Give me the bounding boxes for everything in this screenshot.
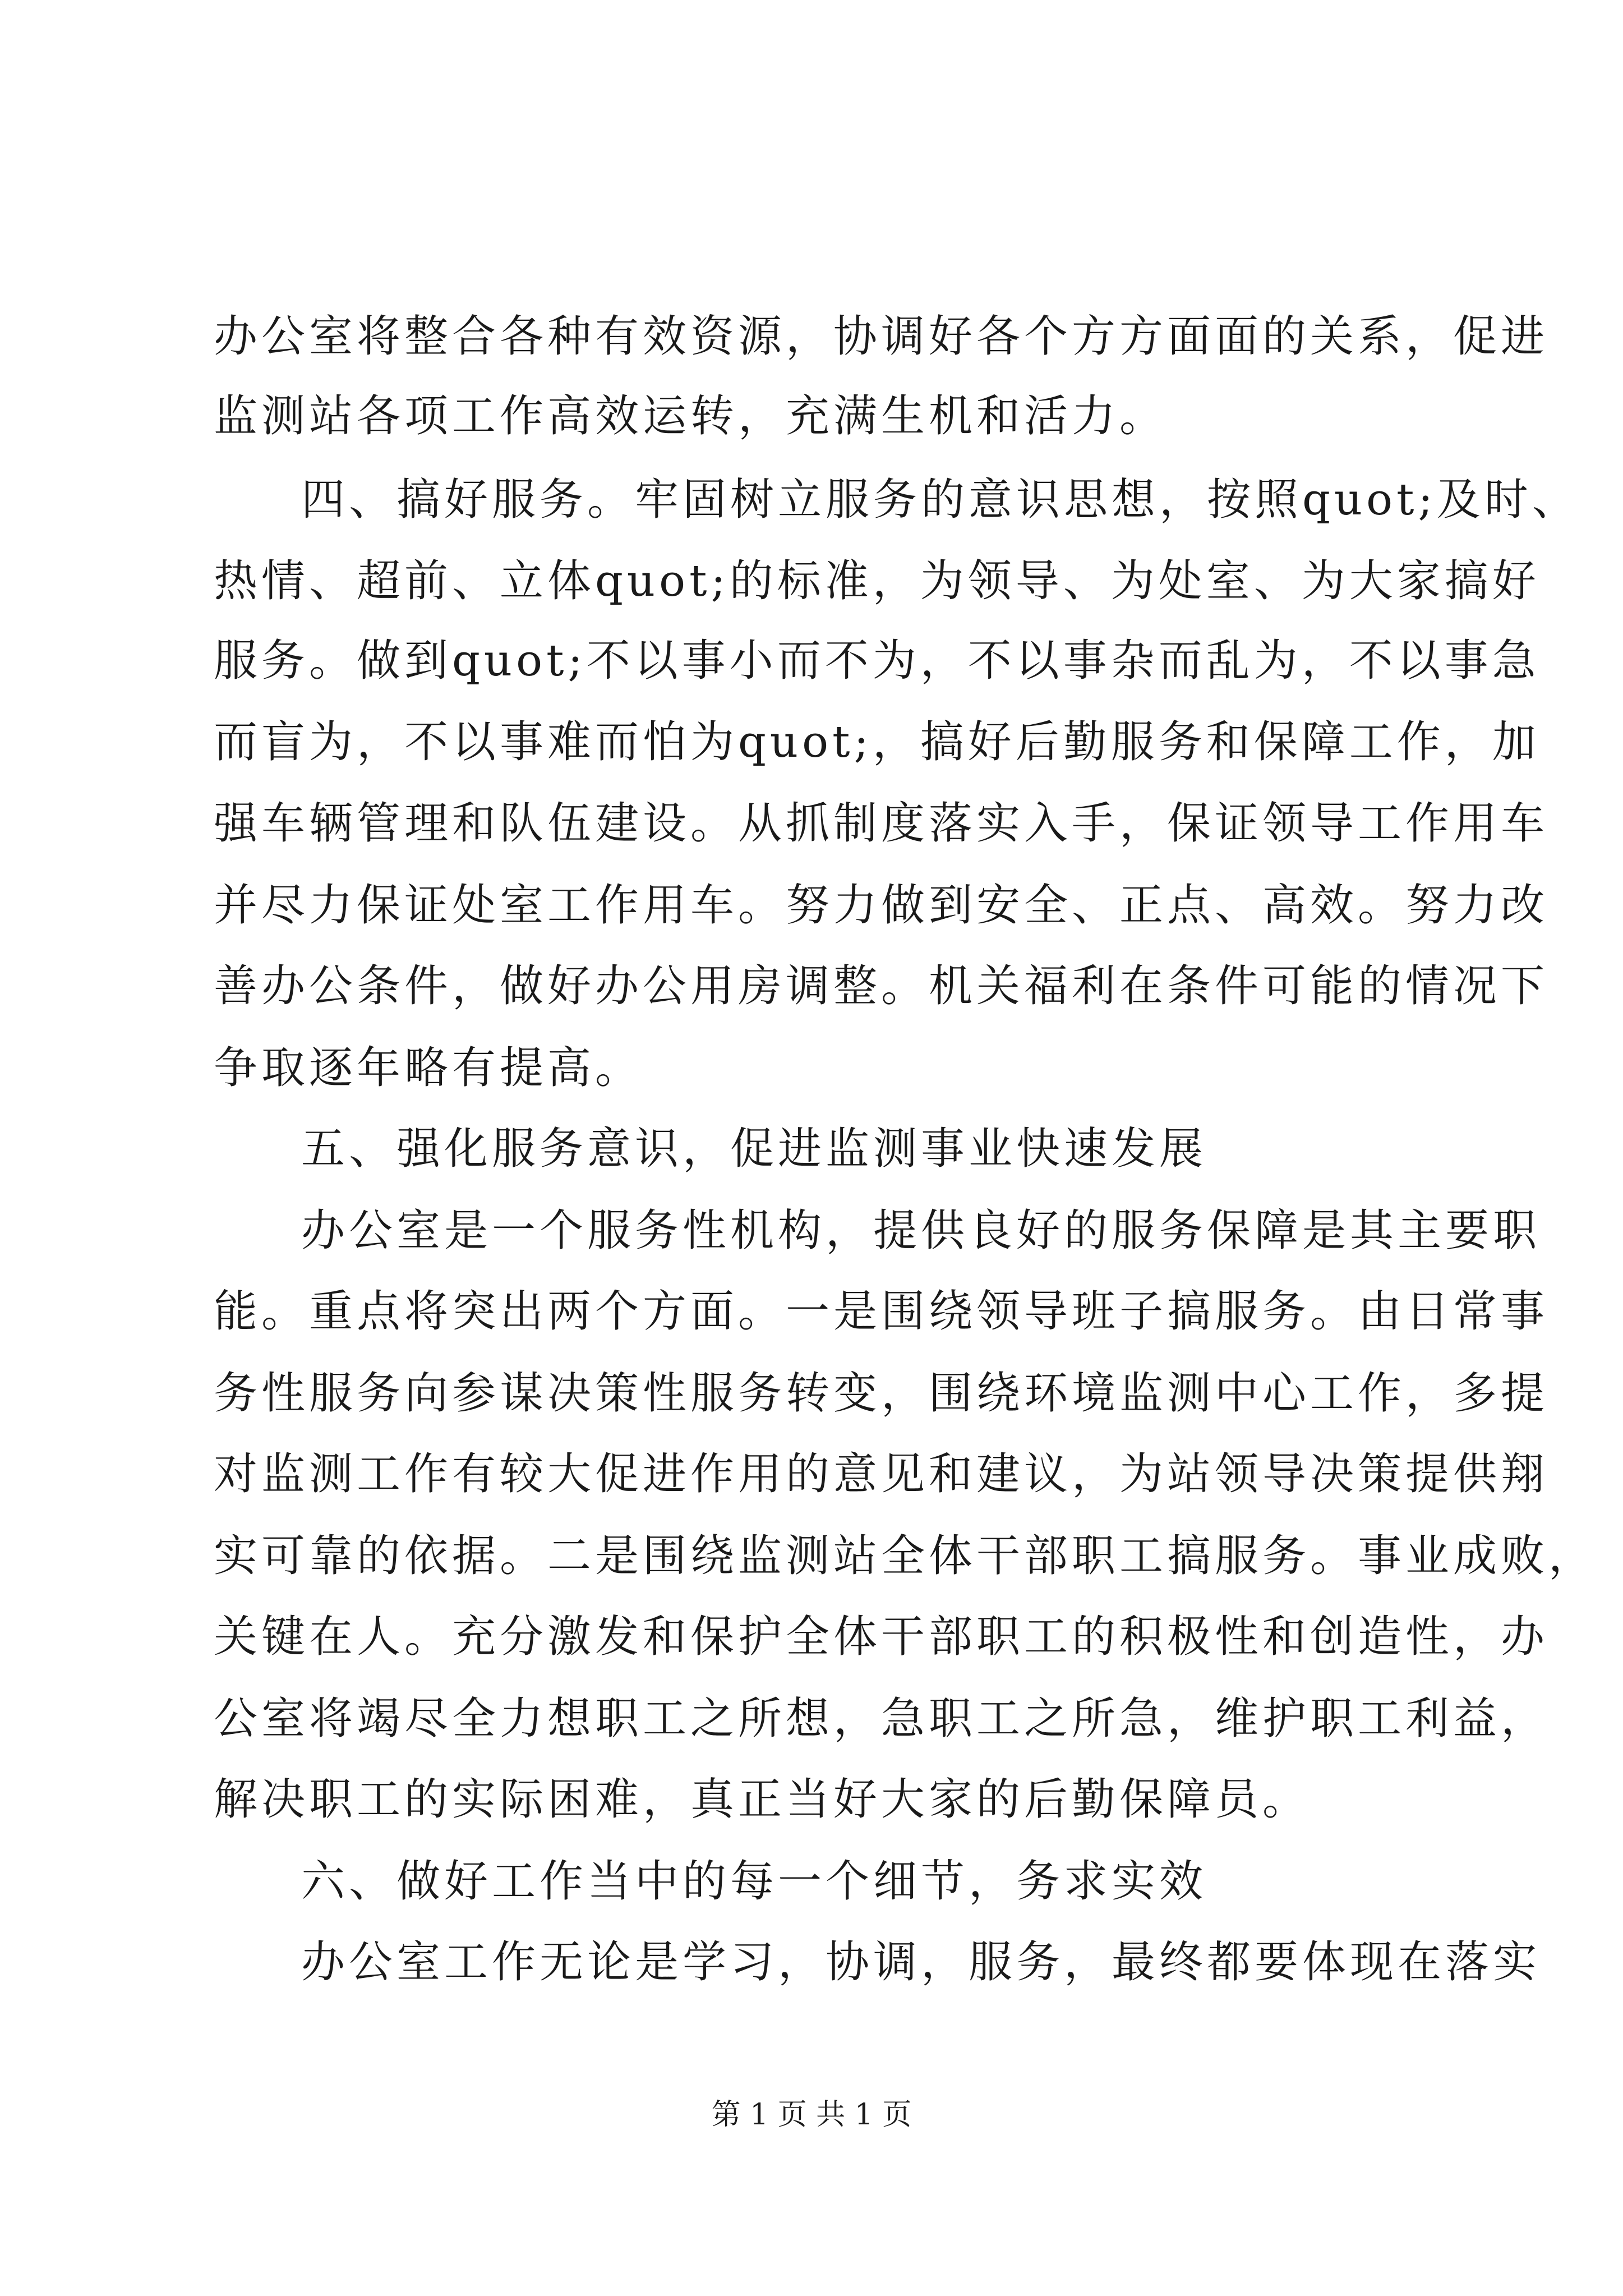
body-line: 强车辆管理和队伍建设。从抓制度落实入手，保证领导工作用车	[214, 798, 1549, 849]
body-line: 能。重点将突出两个方面。一是围绕领导班子搞服务。由日常事	[214, 1286, 1549, 1337]
section-heading-five: 五、强化服务意识，促进监测事业快速发展	[301, 1124, 1207, 1174]
body-line: 公室将竭尽全力想职工之所想，急职工之所急，维护职工利益，	[214, 1694, 1549, 1744]
paragraph-start: 办公室是一个服务性机构，提供良好的服务保障是其主要职	[301, 1205, 1541, 1256]
body-line: 解决职工的实际困难，真正当好大家的后勤保障员。	[214, 1774, 1311, 1825]
page-footer: 第 1 页 共 1 页	[711, 2098, 912, 2132]
section-heading-six: 六、做好工作当中的每一个细节，务求实效	[301, 1856, 1207, 1907]
section-heading-four: 四、搞好服务。牢固树立服务的意识思想，按照quot;及时、	[301, 475, 1580, 525]
body-line: 监测站各项工作高效运转，充满生机和活力。	[214, 391, 1168, 441]
body-line: 争取逐年略有提高。	[214, 1043, 643, 1093]
body-line: 善办公条件，做好办公用房调整。机关福利在条件可能的情况下	[214, 961, 1549, 1011]
paragraph-start: 办公室工作无论是学习，协调，服务，最终都要体现在落实	[301, 1937, 1541, 1987]
body-line: 服务。做到quot;不以事小而不为，不以事杂而乱为，不以事急	[214, 636, 1540, 686]
body-line: 热情、超前、立体quot;的标准，为领导、为处室、为大家搞好	[214, 556, 1540, 606]
body-line: 而盲为，不以事难而怕为quot;，搞好后勤服务和保障工作，加	[214, 717, 1540, 767]
body-line: 并尽力保证处室工作用车。努力做到安全、正点、高效。努力改	[214, 880, 1549, 931]
body-line: 关键在人。充分激发和保护全体干部职工的积极性和创造性，办	[214, 1612, 1549, 1662]
body-line: 办公室将整合各种有效资源，协调好各个方方面面的关系，促进	[214, 311, 1549, 362]
body-line: 对监测工作有较大促进作用的意见和建议，为站领导决策提供翔	[214, 1449, 1549, 1499]
body-line: 实可靠的依据。二是围绕监测站全体干部职工搞服务。事业成败，	[214, 1531, 1597, 1581]
body-line: 务性服务向参谋决策性服务转变，围绕环境监测中心工作，多提	[214, 1368, 1549, 1419]
